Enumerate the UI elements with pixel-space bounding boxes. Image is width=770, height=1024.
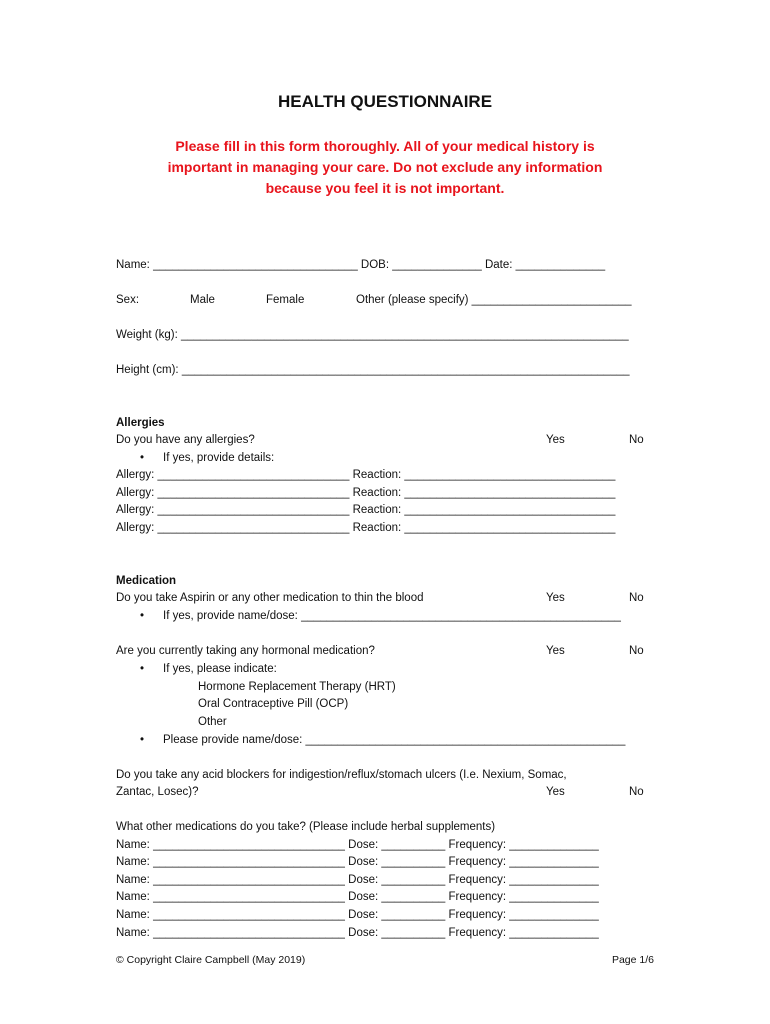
sex-option-female[interactable]: Female [266,294,305,306]
acid-blocker-yes-option[interactable]: Yes [546,786,565,798]
hormonal-question: Are you currently taking any hormonal medication? [116,645,375,657]
acid-blocker-question-line-2: Zantac, Losec)? [116,786,199,798]
aspirin-question: Do you take Aspirin or any other medication to thin the blood [116,592,424,604]
sex-option-other[interactable]: Other (please specify) _________________________ [356,294,632,306]
aspirin-name-dose-field[interactable]: • If yes, provide name/dose: __________________________________________________ [163,610,621,622]
hormonal-name-dose-field[interactable]: • Please provide name/dose: __________________________________________________ [163,734,625,746]
page-title: HEALTH QUESTIONNAIRE [277,92,493,111]
sex-label: Sex: [116,294,140,306]
instruction-line-3: because you feel it is not important. [265,180,505,196]
sex-option-male[interactable]: Male [190,294,215,306]
medication-row[interactable]: Name: ______________________________ Dose: __________ Frequency: ______________ [116,927,599,939]
footer-copyright: © Copyright Claire Campbell (May 2019) [116,954,306,966]
medication-row[interactable]: Name: ______________________________ Dose: __________ Frequency: ______________ [116,856,599,868]
allergies-yes-option[interactable]: Yes [546,434,565,446]
medication-row[interactable]: Name: ______________________________ Dose: __________ Frequency: ______________ [116,909,599,921]
medication-heading: Medication [116,575,177,587]
allergy-row[interactable]: Allergy: ______________________________ Reaction: _________________________________ [116,487,616,499]
medication-row[interactable]: Name: ______________________________ Dose: __________ Frequency: ______________ [116,891,599,903]
allergies-question: Do you have any allergies? [116,434,255,446]
acid-blocker-no-option[interactable]: No [629,786,644,798]
name-dob-date-line[interactable]: Name: ________________________________ DOB: ______________ Date: ______________ [116,259,606,271]
instruction-line-1: Please fill in this form thoroughly. All of your medical history is [175,138,595,154]
allergy-row[interactable]: Allergy: ______________________________ Reaction: _________________________________ [116,469,616,481]
hormonal-yes-option[interactable]: Yes [546,645,565,657]
aspirin-yes-option[interactable]: Yes [546,592,565,604]
allergies-no-option[interactable]: No [629,434,644,446]
hormonal-option-hrt[interactable]: Hormone Replacement Therapy (HRT) [198,681,396,693]
allergy-row[interactable]: Allergy: ______________________________ Reaction: _________________________________ [116,504,616,516]
medication-row[interactable]: Name: ______________________________ Dose: __________ Frequency: ______________ [116,874,599,886]
acid-blocker-question-line-1: Do you take any acid blockers for indigestion/reflux/stomach ulcers (I.e. Nexium, Somac, [116,769,567,781]
allergies-heading: Allergies [116,417,165,429]
aspirin-no-option[interactable]: No [629,592,644,604]
hormonal-option-ocp[interactable]: Oral Contraceptive Pill (OCP) [198,698,349,710]
allergies-details-bullet: • If yes, provide details: [163,452,274,464]
height-field[interactable]: Height (cm): ______________________________________________________________________ [116,364,630,376]
weight-field[interactable]: Weight (kg): ______________________________________________________________________ [116,329,629,341]
instruction-line-2: important in managing your care. Do not exclude any information [167,159,603,175]
footer-page-number: Page 1/6 [611,954,654,966]
medication-row[interactable]: Name: ______________________________ Dose: __________ Frequency: ______________ [116,839,599,851]
hormonal-option-other[interactable]: Other [198,716,227,728]
hormonal-no-option[interactable]: No [629,645,644,657]
allergy-row[interactable]: Allergy: ______________________________ Reaction: _________________________________ [116,522,616,534]
other-medications-question: What other medications do you take? (Please include herbal supplements) [116,821,496,833]
hormonal-indicate-bullet: • If yes, please indicate: [163,663,277,675]
